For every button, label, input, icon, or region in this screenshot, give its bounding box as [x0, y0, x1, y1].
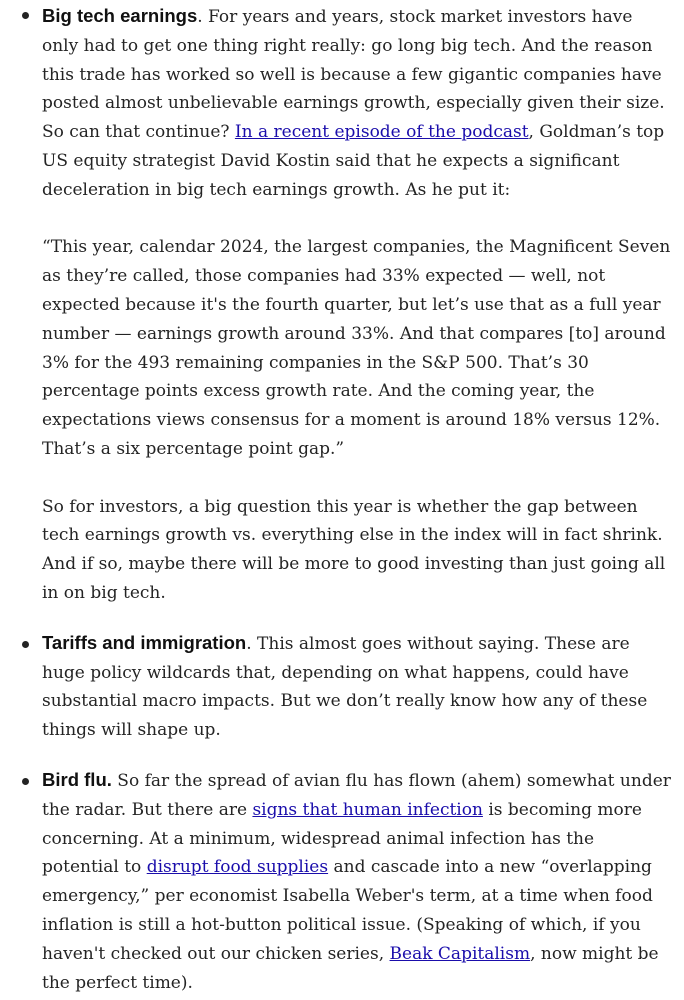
tariffs-lead: Tariffs and immigration	[42, 631, 247, 653]
human-infection-link[interactable]: signs that human infection	[252, 799, 483, 820]
tariffs-text: . This almost goes without saying. These are huge policy wildcards that, depending on what happens, could have substantial macro impacts. But we don’t really know how any of these things will shape up.	[42, 633, 648, 741]
bird-flu-text-2: is becoming more concerning. At a minimum, widespread animal infection has the potential to	[42, 799, 642, 878]
bullet-tariffs-immigration	[0, 629, 684, 745]
bird-flu-paragraph	[42, 766, 674, 997]
big-tech-text-1: . For years and years, stock market investors have only had to get one thing right really: go long big tech. And the reason this trade has worked so well is because a few gigantic companies have posted almost unbelievable earnings growth, especially given their size. So can that continue?	[42, 7, 665, 143]
bird-flu-text-3: and cascade into a new “overlapping emergency,” per economist Isabella Weber's term, at a time when food inflation is still a hot-button political issue. (Speaking of which, if you haven't checked out our chicken series,	[42, 857, 653, 964]
podcast-episode-link[interactable]: In a recent episode of the podcast	[234, 122, 529, 143]
kostin-quote: “This year, calendar 2024, the largest companies, the Magnificent Seven as they’re called, those companies had 33% expected — well, not expected because it's the fourth quarter, but let’s use that as a full year number — earnings growth around 33%. And that compares [to] around 3% for the 493 remaining companies in the S&P 500. That’s 30 percentage points excess growth rate. And the coming year, the expectations views consensus for a moment is around 18% versus 12%. That’s a six percentage point gap.”	[42, 237, 671, 459]
tariffs-paragraph	[42, 629, 674, 745]
bird-flu-text-4: , now might be the perfect time).	[42, 943, 659, 993]
bullet-bird-flu	[0, 766, 684, 997]
big-tech-lead: Big tech earnings	[42, 5, 198, 26]
big-tech-conclusion: So for investors, a big question this year is whether the gap between tech earnings growth vs. everything else in the index will in fact shrink. And if so, maybe there will be more to good investing than just going all in on big tech.	[42, 496, 666, 603]
food-supplies-link[interactable]: disrupt food supplies	[146, 857, 329, 878]
big-tech-text-2: , Goldman’s top US equity strategist David Kostin said that he expects a significant deceleration in big tech earnings growth. As he put it:	[42, 122, 665, 200]
bird-flu-text-1: So far the spread of avian flu has flown (ahem) somewhat under the radar. But there are	[42, 770, 671, 820]
bullet-dot-icon	[22, 12, 29, 19]
bullet-dot-icon	[22, 641, 29, 648]
bullet-dot-icon	[22, 778, 29, 785]
beak-capitalism-link[interactable]: Beak Capitalism	[389, 943, 531, 964]
big-tech-paragraph	[42, 2, 674, 205]
bird-flu-lead: Bird flu.	[42, 768, 112, 790]
